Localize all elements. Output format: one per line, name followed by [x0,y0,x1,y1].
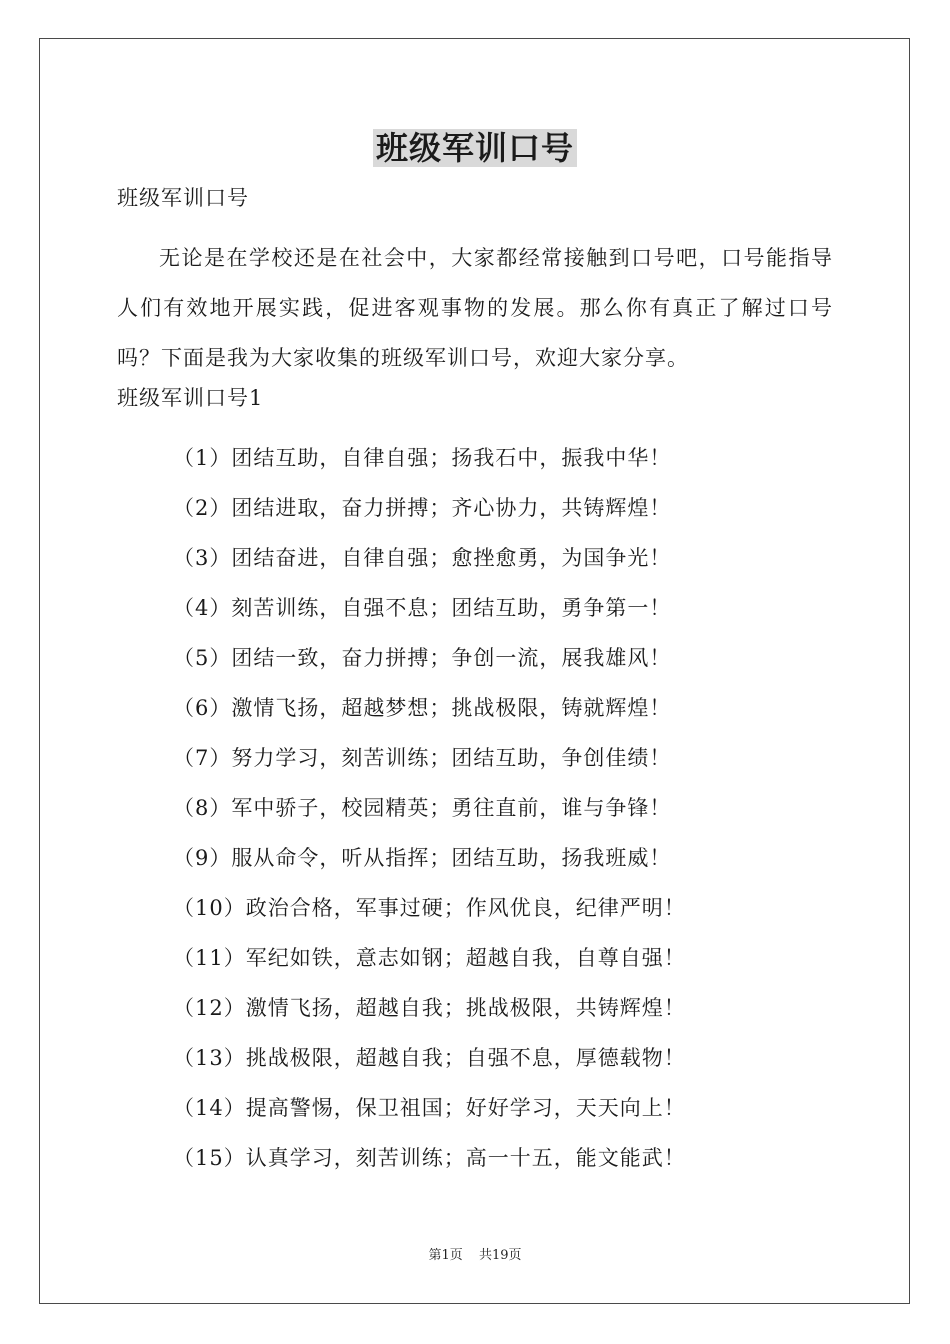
slogan-item: （6）激情飞扬，超越梦想；挑战极限，铸就辉煌！ [173,696,672,720]
slogan-item: （7）努力学习，刻苦训练；团结互助，争创佳绩！ [173,746,672,770]
slogan-item: （13）挑战极限，超越自我；自强不息，厚德载物！ [173,1046,686,1070]
document-title [0,124,950,172]
slogan-item: （3）团结奋进，自律自强；愈挫愈勇，为国争光！ [173,546,672,570]
intro-paragraph: 无论是在学校还是在社会中，大家都经常接触到口号吧，口号能指导人们有效地开展实践，促进客观事物的发展。那么你有真正了解过口号吗？下面是我为大家收集的班级军训口号，欢迎大家分享。 [117,246,833,370]
page-number-current: 第1页 [428,1248,463,1263]
slogan-item: （2）团结进取，奋力拼搏；齐心协力，共铸辉煌！ [173,496,672,520]
slogan-list [173,433,686,1183]
slogan-item: （15）认真学习，刻苦训练；高一十五，能文能武！ [173,1146,686,1170]
document-subtitle: 班级军训口号 [117,186,249,210]
slogan-item: （8）军中骄子，校园精英；勇往直前，谁与争锋！ [173,796,672,820]
slogan-item: （4）刻苦训练，自强不息；团结互助，勇争第一！ [173,596,672,620]
section-heading: 班级军训口号1 [117,386,264,410]
slogan-item: （11）军纪如铁，意志如钢；超越自我，自尊自强！ [173,946,686,970]
page-footer [0,1246,950,1266]
slogan-item: （12）激情飞扬，超越自我；挑战极限，共铸辉煌！ [173,996,686,1020]
slogan-item: （5）团结一致，奋力拼搏；争创一流，展我雄风！ [173,646,672,670]
slogan-item: （9）服从命令，听从指挥；团结互助，扬我班威！ [173,846,672,870]
slogan-item: （1）团结互助，自律自强；扬我石中，振我中华！ [173,446,672,470]
document-title-text: 班级军训口号 [373,129,577,167]
slogan-item: （10）政治合格，军事过硬；作风优良，纪律严明！ [173,896,686,920]
page-number-total: 共19页 [478,1248,522,1263]
slogan-item: （14）提高警惕，保卫祖国；好好学习，天天向上！ [173,1096,686,1120]
